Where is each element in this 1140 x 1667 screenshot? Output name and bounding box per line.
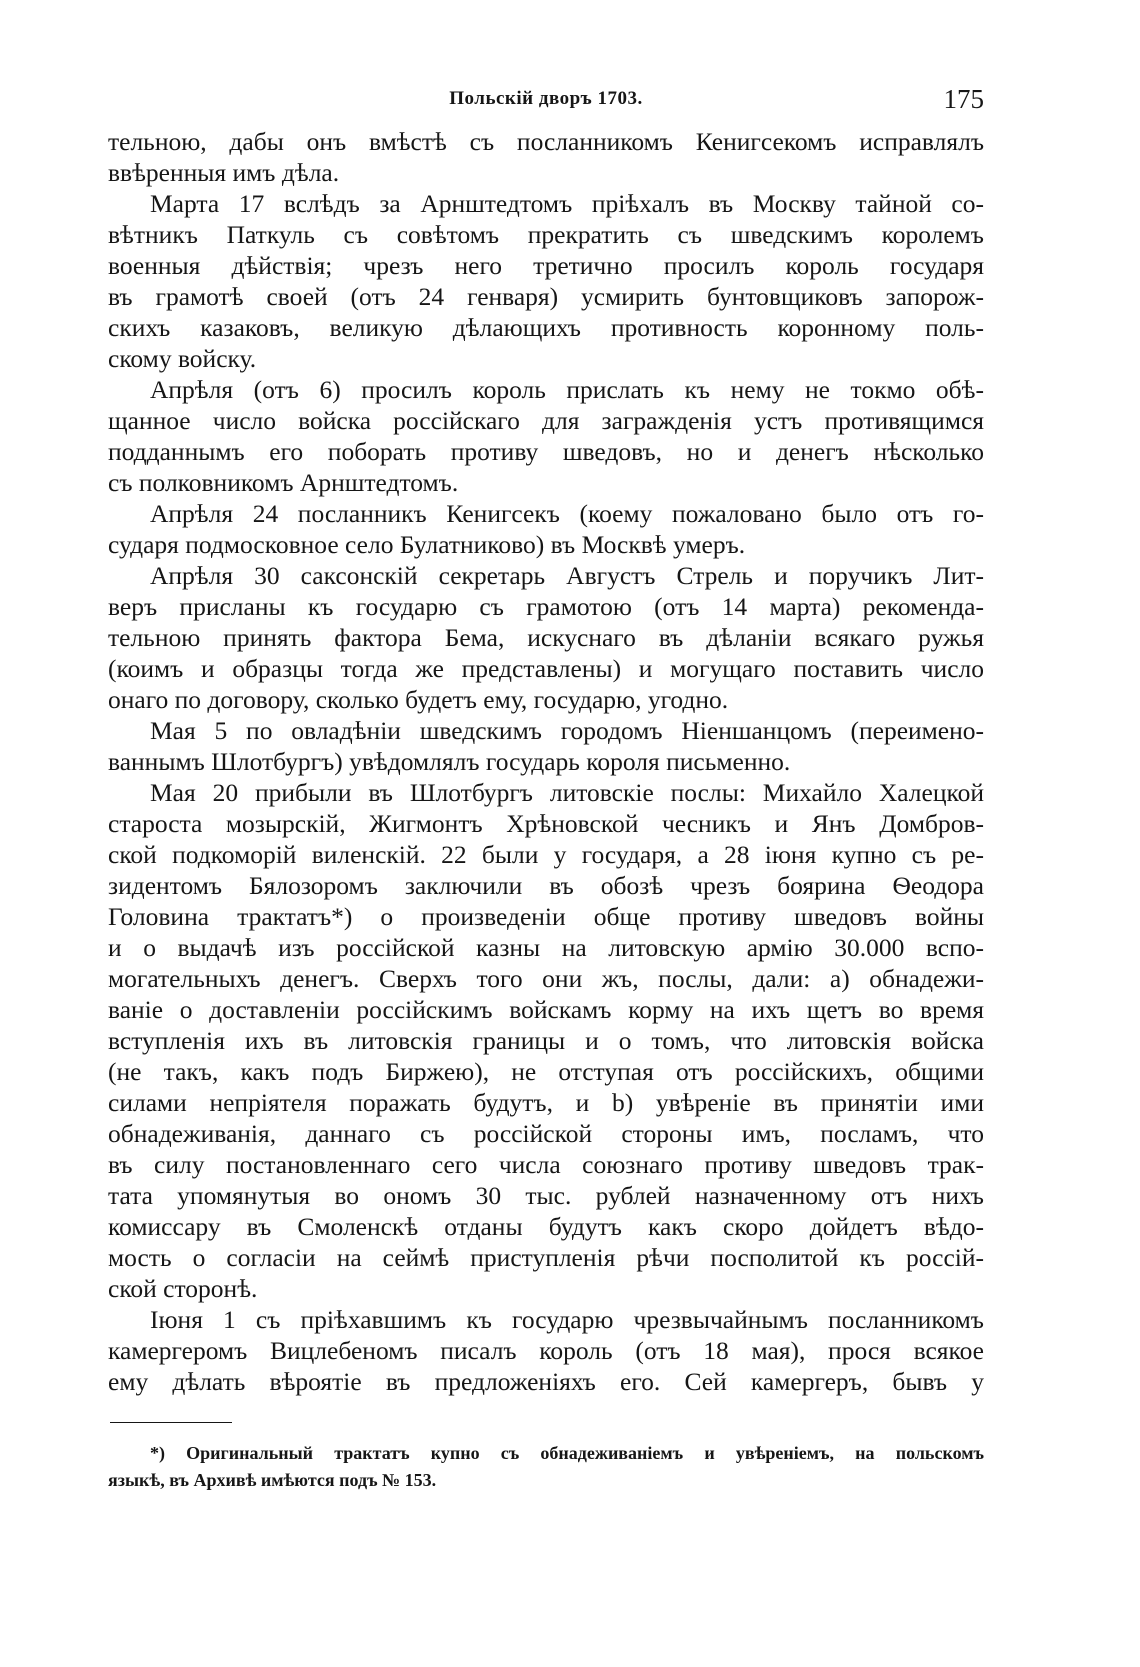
text-line: скому войску. xyxy=(108,344,257,373)
text-line: онаго по договору, сколько будетъ ему, государю, угодно. xyxy=(108,685,729,714)
text-line: ему дѣлать вѣроятіе въ предложеніяхъ его. Сей камергеръ, бывъ у xyxy=(108,1367,984,1396)
text-line: въ силу постановленнаго сего числа союзнаго противу шведовъ трак- xyxy=(108,1150,984,1179)
page-header xyxy=(108,84,984,118)
text-line: тата упомянутыя во ономъ 30 тыс. рублей назначенному отъ нихъ xyxy=(108,1181,984,1210)
footnote-line: языкѣ, въ Архивѣ имѣются подъ № 153. xyxy=(108,1470,437,1490)
text-line: веръ присланы къ государю съ грамотою (отъ 14 марта) рекоменда- xyxy=(108,592,984,621)
text-line: Апрѣля (отъ 6) просилъ король прислать къ нему не токмо обѣ- xyxy=(150,375,984,404)
text-line: Головина трактатъ*) о произведеніи обще противу шведовъ войны xyxy=(108,902,984,931)
text-line: мость о согласіи на сеймѣ приступленія рѣчи посполитой къ россій- xyxy=(108,1243,984,1272)
text-line: Іюня 1 съ пріѣхавшимъ къ государю чрезвычайнымъ посланникомъ xyxy=(150,1305,984,1334)
text-line: съ полковникомъ Арнштедтомъ. xyxy=(108,468,459,497)
text-line: ской подкоморій виленскій. 22 были у государя, а 28 іюня купно съ ре- xyxy=(108,840,984,869)
text-line: Марта 17 вслѣдъ за Арнштедтомъ пріѣхалъ въ Москву тайной со- xyxy=(150,189,984,218)
text-line: могательныхъ денегъ. Сверхъ того они жъ, послы, дали: а) обнадежи- xyxy=(108,964,984,993)
text-line: Мая 20 прибыли въ Шлотбургъ литовскіе послы: Михайло Халецкой xyxy=(150,778,984,807)
footnote xyxy=(108,1440,984,1494)
text-line: вступленія ихъ въ литовскія границы и о томъ, что литовскія войска xyxy=(108,1026,984,1055)
page-number: 175 xyxy=(943,84,984,114)
text-line: зидентомъ Бялозоромъ заключили въ обозѣ чрезъ боярина Ѳеодора xyxy=(108,871,984,900)
text-line: ваніе о доставленіи россійскимъ войскамъ корму на ихъ щетъ во время xyxy=(108,995,984,1024)
text-line: обнадеживанія, даннаго съ россійской стороны имъ, посламъ, что xyxy=(108,1119,984,1148)
text-line: ской сторонѣ. xyxy=(108,1274,258,1303)
text-line: щанное число войска россійскаго для загражденія устъ противящимся xyxy=(108,406,984,435)
text-line: подданнымъ его поборать противу шведовъ, но и денегъ нѣсколько xyxy=(108,437,984,466)
text-line: комиссару въ Смоленскѣ отданы будутъ какъ скоро дойдетъ вѣдо- xyxy=(108,1212,984,1241)
text-line: вѣтникъ Паткуль съ совѣтомъ прекратить съ шведскимъ королемъ xyxy=(108,220,984,249)
text-line: камергеромъ Вицлебеномъ писалъ король (отъ 18 мая), прося всякое xyxy=(108,1336,984,1365)
text-line: Апрѣля 24 посланникъ Кенигсекъ (коему пожаловано было отъ го- xyxy=(150,499,984,528)
text-line: въ грамотѣ своей (отъ 24 генваря) усмирить бунтовщиковъ запорож- xyxy=(108,282,984,311)
footnote-divider xyxy=(110,1422,232,1423)
text-line: военныя дѣйствія; чрезъ него третично просилъ король государя xyxy=(108,251,984,280)
text-line: сударя подмосковное село Булатниково) въ Москвѣ умеръ. xyxy=(108,530,746,559)
text-line: тельною принять фактора Бема, искуснаго въ дѣланіи всякаго ружья xyxy=(108,623,984,652)
text-line: скихъ казаковъ, великую дѣлающихъ противность коронному поль- xyxy=(108,313,984,342)
text-line: Апрѣля 30 саксонскій секретарь Августъ Стрель и поручикъ Лит- xyxy=(150,561,984,590)
text-line: и о выдачѣ изъ россійской казны на литовскую армію 30.000 вспо- xyxy=(108,933,984,962)
text-line: (не такъ, какъ подъ Биржею), не отступая отъ россійскихъ, общими xyxy=(108,1057,984,1086)
text-line: силами непріятеля поражать будутъ, и b) увѣреніе въ принятіи ими xyxy=(108,1088,984,1117)
text-line: ваннымъ Шлотбургъ) увѣдомлялъ государь короля письменно. xyxy=(108,747,791,776)
text-line: Мая 5 по овладѣніи шведскимъ городомъ Ніеншанцомъ (переимено- xyxy=(150,716,984,745)
text-line: тельною, дабы онъ вмѣстѣ съ посланникомъ Кенигсекомъ исправлялъ xyxy=(108,127,984,156)
body-text xyxy=(108,126,984,1397)
footnote-line: *) Оригинальный трактатъ купно съ обнадеживаніемъ и увѣреніемъ, на польскомъ xyxy=(150,1443,984,1463)
running-title: Польскій дворъ 1703. xyxy=(449,88,643,109)
text-line: староста мозырскій, Жигмонтъ Хрѣновской чесникъ и Янъ Домбров- xyxy=(108,809,984,838)
text-line: (коимъ и образцы тогда же представлены) и могущаго поставить число xyxy=(108,654,984,683)
text-line: ввѣренныя имъ дѣла. xyxy=(108,158,340,187)
